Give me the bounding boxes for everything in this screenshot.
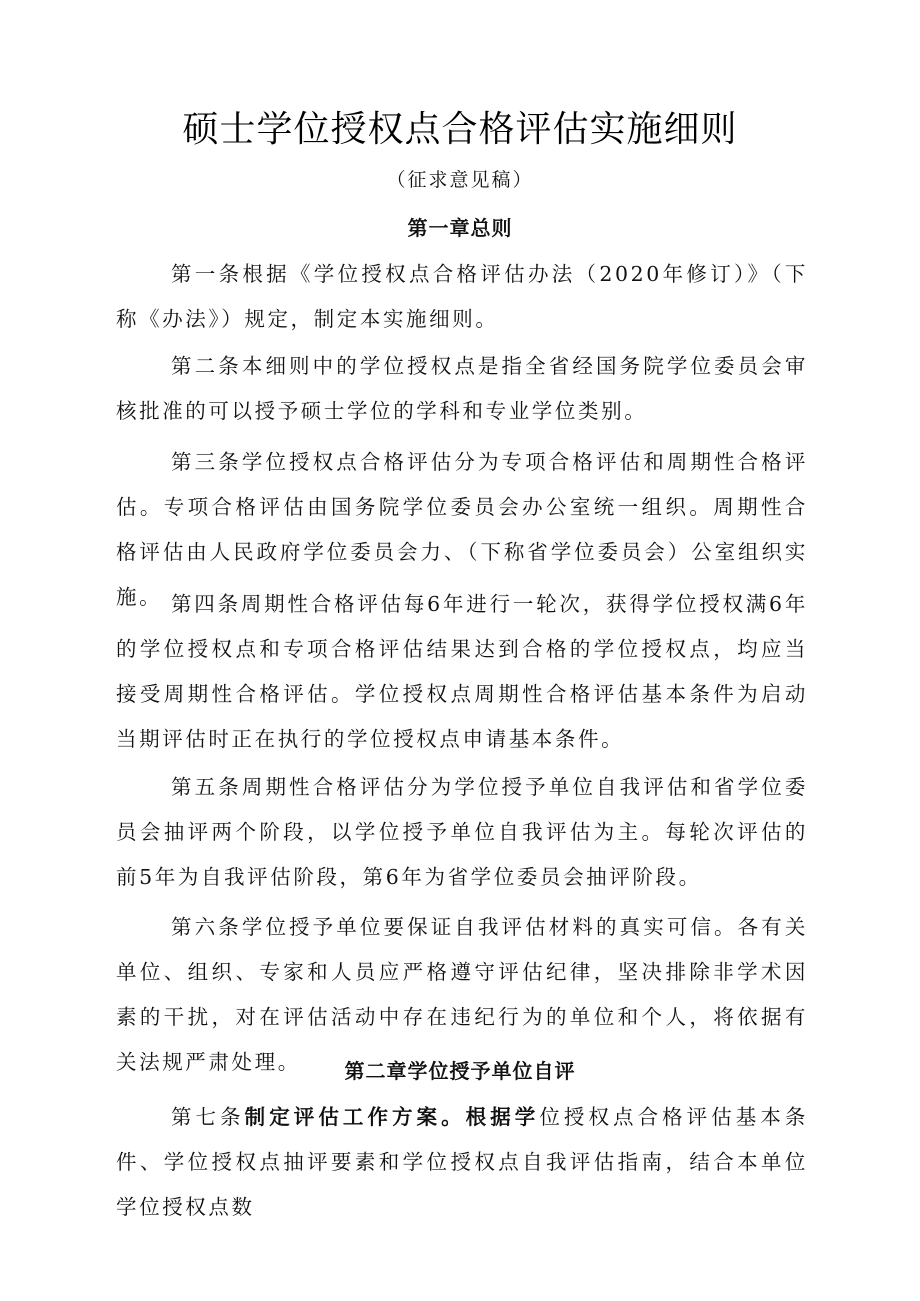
chapter-heading-1: 第一章总则 [407, 216, 513, 240]
article-7-text: 位授权点合格评估基本条件、学位授权点抽评要素和学位授权点自我评估指南，结合本单位学位授权点数 [116, 1105, 808, 1219]
article-7 [116, 1095, 808, 1230]
article-5: 第五条周期性合格评估分为学位授予单位自我评估和省学位委员会抽评两个阶段，以学位授予单位自我评估为主。每轮次评估的前5年为自我评估阶段，第6年为省学位委员会抽评阶段。 [116, 775, 808, 889]
article-1: 第一条根据《学位授权点合格评估办法（2020年修订）》（下称《办法》）规定，制定本实施细则。 [116, 262, 808, 331]
chapter-heading-2: 第二章学位授予单位自评 [344, 1059, 576, 1083]
article-6: 第六条学位授予单位要保证自我评估材料的真实可信。各有关单位、组织、专家和人员应严格遵守评估纪律，坚决排除非学术因素的干扰，对在评估活动中存在违纪行为的单位和个人，将依据有关法规严肃处理。 [116, 915, 808, 1074]
article-7-number: 第七条 [171, 1105, 245, 1129]
article-7-bold-heading: 制定评估工作方案。根据学 [244, 1105, 540, 1129]
article-4: 第四条周期性合格评估每6年进行一轮次，获得学位授权满6年的学位授权点和专项合格评估结果达到合格的学位授权点，均应当接受周期性合格评估。学位授权点周期性合格评估基本条件为启动当期评估时正在执行的学位授权点申请基本条件。 [116, 592, 808, 751]
document-title: 硕士学位授权点合格评估实施细则 [182, 109, 738, 150]
article-2: 第二条本细则中的学位授权点是指全省经国务院学位委员会审核批准的可以授予硕士学位的学科和专业学位类别。 [116, 354, 808, 423]
document-subtitle: （征求意见稿） [386, 169, 534, 191]
article-3: 第三条学位授权点合格评估分为专项合格评估和周期性合格评估。专项合格评估由国务院学位委员会办公室统一组织。周期性合格评估由人民政府学位委员会力、（下称省学位委员会）公室组织实施。 [116, 450, 808, 609]
